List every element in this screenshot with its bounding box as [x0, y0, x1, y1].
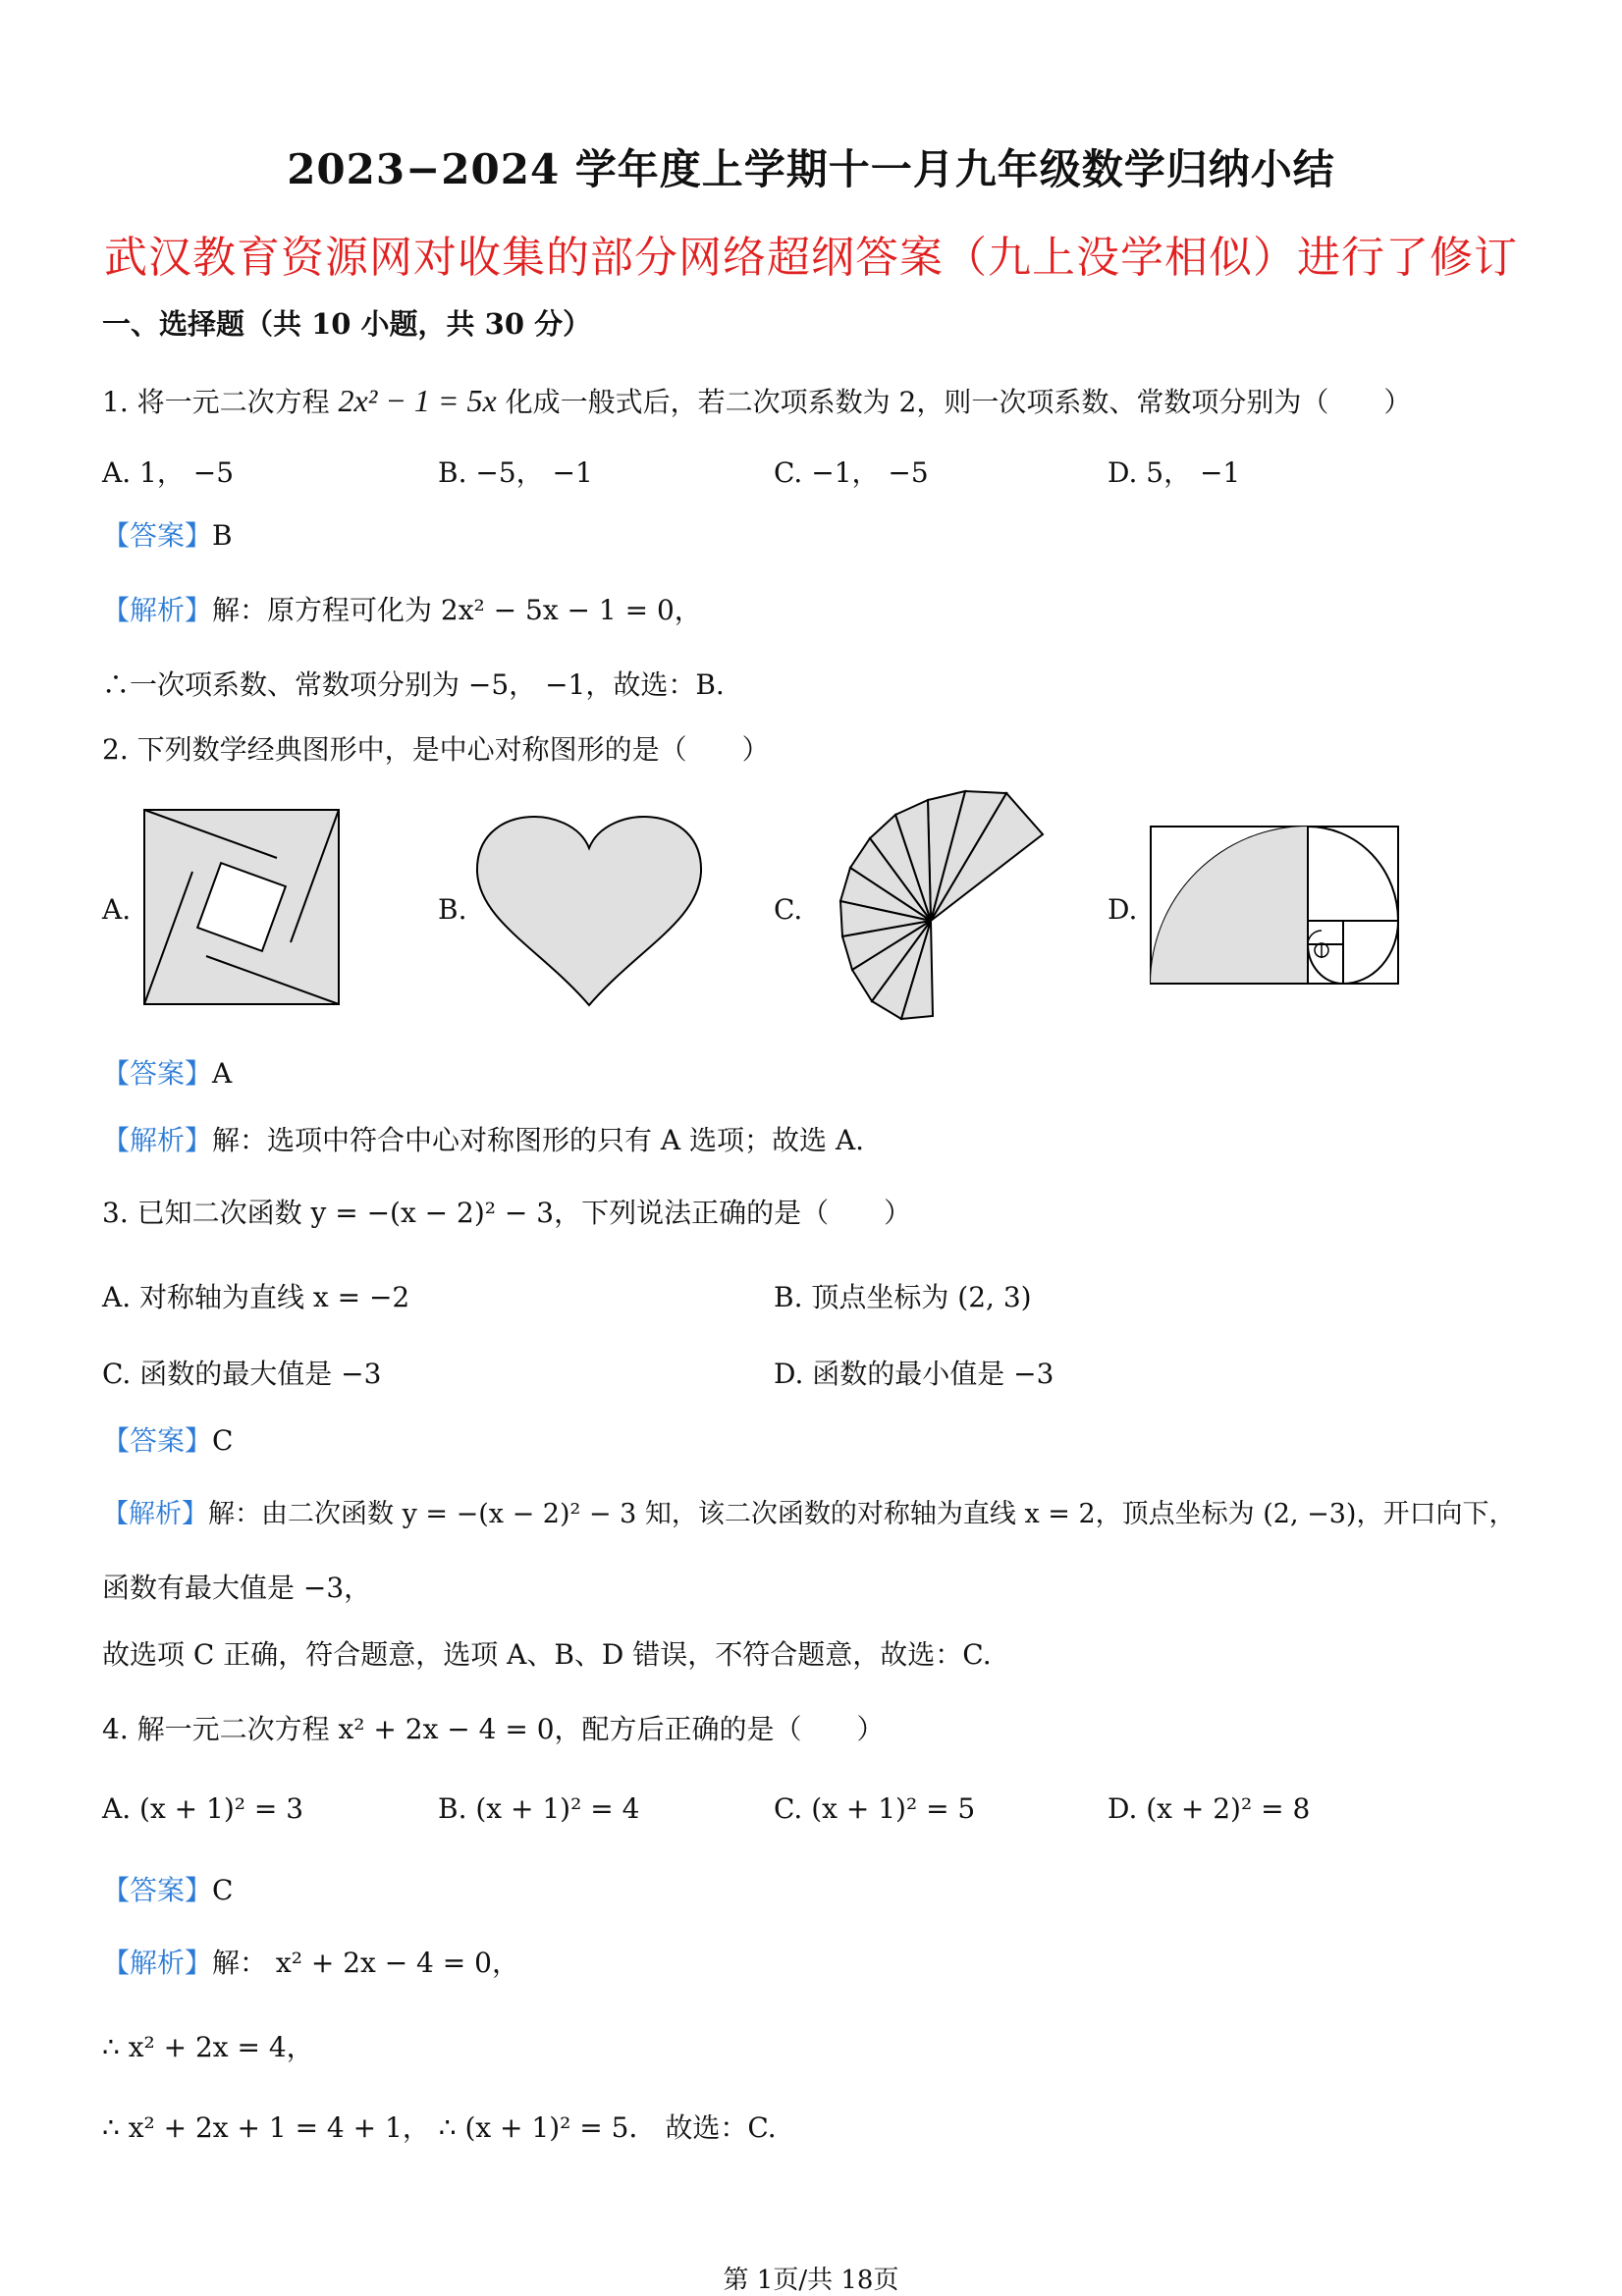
q3-analysis-line-1: 【解析】解：由二次函数 y = −(x − 2)² − 3 知，该二次函数的对称轴为直线 x = 2，顶点坐标为 (2, −3)，开口向下，: [102, 1499, 1516, 1529]
q3-option-a: A. 对称轴为直线 x = −2: [102, 1281, 410, 1313]
analysis-tag: 【解析】: [102, 1947, 213, 1979]
q3-option-c: C. 函数的最大值是 −3: [102, 1358, 382, 1390]
analysis-tag: 【解析】: [102, 1124, 213, 1156]
analysis-tag: 【解析】: [102, 1499, 208, 1529]
page-title: 2023−2024 学年度上学期十一月九年级数学归纳小结: [287, 145, 1335, 193]
answer-tag: 【答案】: [102, 519, 213, 552]
q2-option-b: B.: [438, 893, 467, 926]
answer-tag: 【答案】: [102, 1874, 213, 1906]
q3-option-b: B. 顶点坐标为 (2, 3): [774, 1281, 1032, 1313]
q1-option-a: A. 1， −5: [102, 456, 235, 489]
q3-analysis-line-2: 函数有最大值是 −3，: [102, 1572, 372, 1604]
q3-answer: 【答案】C: [102, 1424, 234, 1457]
q2-option-d: D.: [1108, 893, 1138, 926]
q4-analysis-line-1: 【解析】解： x² + 2x − 4 = 0，: [102, 1947, 519, 1979]
q4-option-b: B. (x + 1)² = 4: [438, 1792, 640, 1825]
golden-spiral-figure: [1149, 825, 1404, 988]
q2-option-a: A.: [102, 893, 132, 926]
q2-answer: 【答案】A: [102, 1057, 233, 1090]
page-subtitle: 武汉教育资源网对收集的部分网络超纲答案（九上没学相似）进行了修订: [104, 233, 1518, 283]
answer-tag: 【答案】: [102, 1057, 213, 1090]
q4-answer: 【答案】C: [102, 1874, 234, 1906]
q4-analysis-line-2: ∴ x² + 2x = 4，: [102, 2031, 314, 2063]
q4-option-d: D. (x + 2)² = 8: [1108, 1792, 1311, 1825]
answer-tag: 【答案】: [102, 1424, 213, 1457]
q1-answer: 【答案】B: [102, 519, 233, 552]
section-heading: 一、选择题（共 10 小题，共 30 分）: [102, 307, 592, 341]
question-3-stem: 3. 已知二次函数 y = −(x − 2)² − 3，下列说法正确的是（ ）: [102, 1197, 912, 1229]
q3-analysis-line-3: 故选项 C 正确，符合题意，选项 A、B、D 错误，不符合题意，故选：C.: [102, 1638, 992, 1671]
q2-option-c: C.: [774, 893, 803, 926]
pinwheel-square-figure: [143, 809, 340, 1005]
fan-figure: [805, 785, 1051, 1026]
q1-option-d: D. 5， −1: [1108, 456, 1241, 489]
page-number: 第 1页/共 18页: [723, 2266, 899, 2295]
q4-option-a: A. (x + 1)² = 3: [102, 1792, 304, 1825]
question-1-stem: 1. 将一元二次方程 2x² − 1 = 5x 化成一般式后，若二次项系数为 2，则一次项系数、常数项分别为（ ）: [102, 383, 1412, 418]
q4-option-c: C. (x + 1)² = 5: [774, 1792, 976, 1825]
q1-analysis-line-2: ∴一次项系数、常数项分别为 −5， −1，故选：B.: [102, 668, 725, 701]
question-4-stem: 4. 解一元二次方程 x² + 2x − 4 = 0，配方后正确的是（ ）: [102, 1713, 885, 1745]
q1-analysis-line-1: 【解析】解：原方程可化为 2x² − 5x − 1 = 0，: [102, 594, 702, 626]
heart-figure: [473, 803, 705, 1009]
q3-option-d: D. 函数的最小值是 −3: [774, 1358, 1054, 1390]
q1-option-c: C. −1， −5: [774, 456, 929, 489]
q2-analysis-line-1: 【解析】解：选项中符合中心对称图形的只有 A 选项；故选 A.: [102, 1124, 865, 1156]
equation: 2x² − 1 = 5x: [338, 383, 497, 418]
analysis-tag: 【解析】: [102, 594, 213, 626]
q1-option-b: B. −5， −1: [438, 456, 593, 489]
q4-analysis-line-3: ∴ x² + 2x + 1 = 4 + 1， ∴ (x + 1)² = 5． 故选：C.: [102, 2111, 777, 2144]
question-2-stem: 2. 下列数学经典图形中，是中心对称图形的是（ ）: [102, 733, 770, 766]
